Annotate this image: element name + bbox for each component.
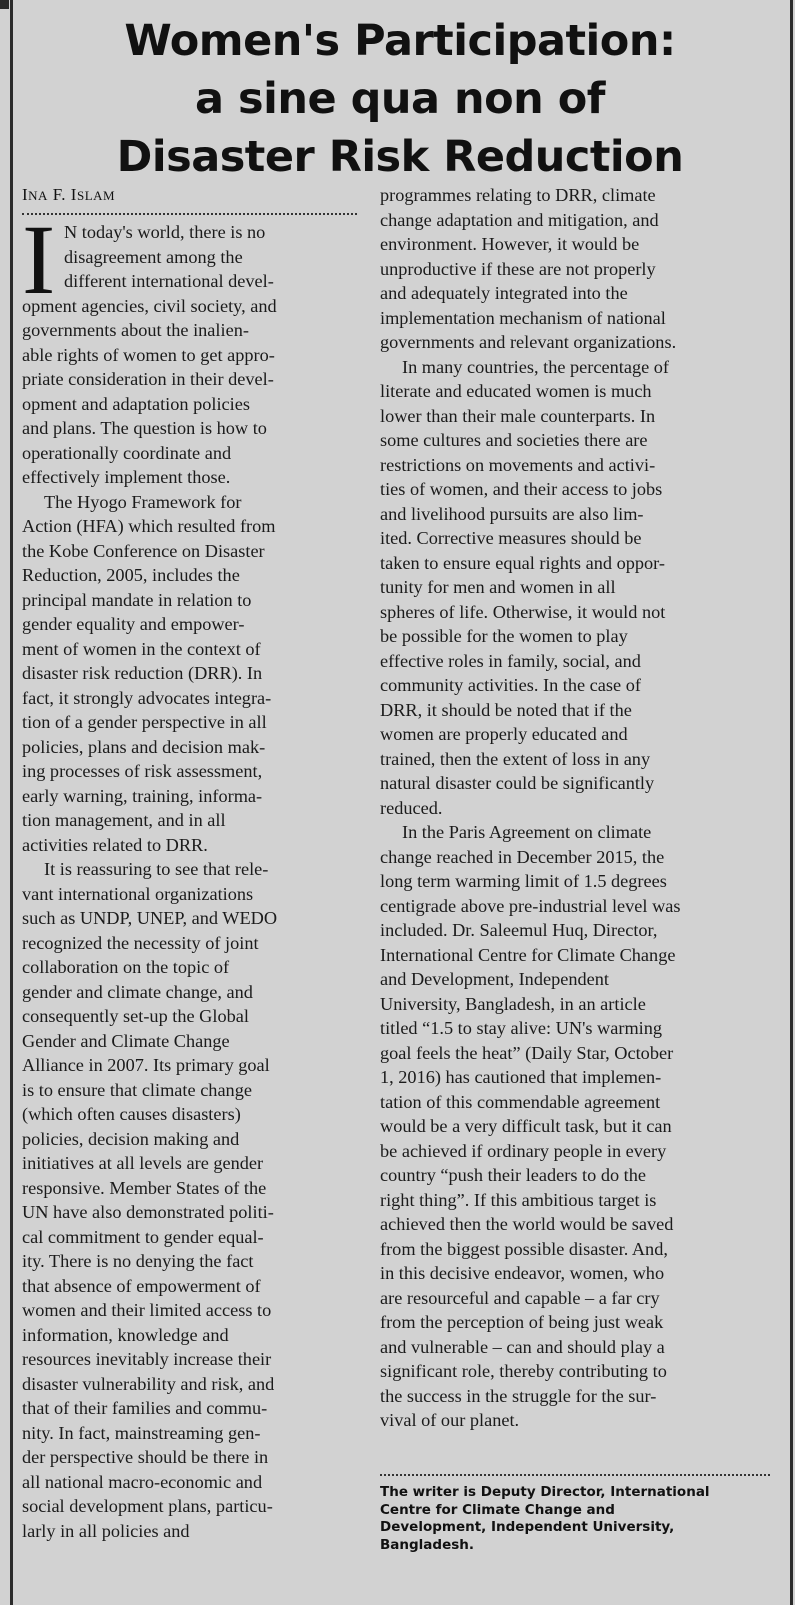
text-line: the Kobe Conference on Disaster bbox=[22, 540, 265, 561]
text-line: women are properly educated and bbox=[380, 724, 628, 744]
text-line: resources inevitably increase their bbox=[22, 1349, 272, 1369]
text-line: cal commitment to gender equal- bbox=[22, 1226, 264, 1247]
text-line: disaster risk reduction (DRR). In bbox=[22, 663, 263, 683]
text-line: consequently set-up the Global bbox=[22, 1006, 249, 1026]
text-line: be possible for the women to play bbox=[380, 626, 628, 646]
paragraph-intro bbox=[22, 204, 362, 490]
text-line: Bangladesh. bbox=[380, 1536, 475, 1553]
text-line: ity. There is no denying the fact bbox=[22, 1251, 254, 1271]
text-line: such as UNDP, UNEP, and WEDO bbox=[22, 908, 278, 928]
text-line: would be a very difficult task, but it can bbox=[380, 1116, 672, 1136]
text-line: 1, 2016) has cautioned that implemen- bbox=[380, 1067, 662, 1087]
paragraph-hyogo bbox=[22, 490, 362, 858]
text-line: able rights of women to get appro- bbox=[22, 344, 275, 365]
text-line: recognized the necessity of joint bbox=[22, 932, 259, 953]
text-line: right thing”. If this ambitious target is bbox=[380, 1189, 657, 1210]
text-line: trained, then the extent of loss in any bbox=[380, 748, 651, 769]
text-line: spheres of life. Otherwise, it would not bbox=[380, 601, 666, 622]
paragraph-programmes bbox=[380, 183, 770, 355]
text-line: opment and adaptation policies bbox=[22, 393, 250, 414]
text-line: all national macro-economic and bbox=[22, 1471, 263, 1492]
corner-mark bbox=[0, 0, 9, 9]
text-line: from the biggest possible disaster. And, bbox=[380, 1238, 668, 1259]
text-line: achieved then the world would be saved bbox=[380, 1214, 674, 1234]
text-line: tion of a gender perspective in all bbox=[22, 712, 267, 732]
text-line: opment agencies, civil society, and bbox=[22, 295, 277, 316]
text-line: literate and educated women is much bbox=[380, 381, 652, 401]
text-line: International Centre for Climate Change bbox=[380, 944, 676, 965]
text-line: lower than their male counterparts. In bbox=[380, 405, 656, 426]
text-line: operationally coordinate and bbox=[22, 442, 232, 463]
text-line: and adequately integrated into the bbox=[380, 283, 628, 303]
footnote-dotted-divider bbox=[380, 1474, 770, 1476]
text-line: significant role, thereby contributing to bbox=[380, 1361, 667, 1381]
text-line: N today's world, there is no bbox=[64, 222, 266, 242]
text-line: women and their limited access to bbox=[22, 1300, 272, 1320]
text-line: different international devel- bbox=[64, 271, 274, 291]
headline-line-2: a sine qua non of bbox=[195, 74, 605, 124]
text-line: information, knowledge and bbox=[22, 1324, 229, 1345]
text-line: restrictions on movements and activi- bbox=[380, 454, 656, 475]
text-line: vant international organizations bbox=[22, 883, 254, 904]
text-line: programmes relating to DRR, climate bbox=[380, 185, 656, 205]
text-line: some cultures and societies there are bbox=[380, 430, 648, 450]
text-line: der perspective should be there in bbox=[22, 1447, 269, 1467]
text-line: and plans. The question is how to bbox=[22, 418, 267, 438]
text-line: from the perception of being just weak bbox=[380, 1312, 664, 1332]
text-line: long term warming limit of 1.5 degrees bbox=[380, 871, 667, 891]
text-line: policies, plans and decision mak- bbox=[22, 736, 266, 757]
text-line: effective roles in family, social, and bbox=[380, 650, 641, 671]
paragraph-literacy bbox=[380, 355, 770, 821]
text-line: In the Paris Agreement on climate bbox=[402, 822, 652, 842]
text-line: initiatives at all levels are gender bbox=[22, 1153, 264, 1173]
text-line: be achieved if ordinary people in every bbox=[380, 1140, 667, 1161]
text-line: social development plans, particu- bbox=[22, 1496, 273, 1516]
left-column-rule bbox=[10, 0, 13, 1605]
text-line: activities related to DRR. bbox=[22, 834, 208, 855]
drop-cap: I bbox=[22, 204, 56, 315]
article-headline bbox=[20, 12, 780, 186]
author-footnote bbox=[380, 1484, 770, 1554]
text-line: disagreement among the bbox=[64, 246, 243, 267]
text-line: principal mandate in relation to bbox=[22, 589, 252, 610]
text-line: The writer is Deputy Director, International bbox=[380, 1484, 710, 1500]
left-column bbox=[22, 204, 362, 1543]
text-line: Alliance in 2007. Its primary goal bbox=[22, 1055, 270, 1075]
text-line: (which often causes disasters) bbox=[22, 1104, 241, 1124]
text-line: in this decisive endeavor, women, who bbox=[380, 1263, 665, 1283]
text-line: ment of women in the context of bbox=[22, 638, 261, 659]
text-line: responsive. Member States of the bbox=[22, 1177, 267, 1198]
text-line: change adaptation and mitigation, and bbox=[380, 209, 659, 230]
text-line: implementation mechanism of national bbox=[380, 307, 666, 328]
headline-line-1: Women's Participation: bbox=[124, 16, 676, 66]
text-line: are resourceful and capable – a far cry bbox=[380, 1287, 660, 1308]
byline-middle: F. bbox=[52, 185, 67, 204]
text-line: collaboration on the topic of bbox=[22, 957, 230, 977]
text-line: fact, it strongly advocates integra- bbox=[22, 687, 272, 708]
text-line: country “push their leaders to do the bbox=[380, 1165, 647, 1185]
text-line: reduced. bbox=[380, 797, 443, 818]
text-line: DRR, it should be noted that if the bbox=[380, 699, 632, 720]
right-column bbox=[380, 183, 770, 1433]
text-line: Gender and Climate Change bbox=[22, 1030, 230, 1051]
text-line: policies, decision making and bbox=[22, 1128, 240, 1149]
text-line: included. Dr. Saleemul Huq, Director, bbox=[380, 920, 658, 940]
text-line: University, Bangladesh, in an article bbox=[380, 993, 646, 1014]
text-line: UN have also demonstrated politi- bbox=[22, 1202, 274, 1222]
paragraph-paris-agreement bbox=[380, 820, 770, 1433]
text-line: tation of this commendable agreement bbox=[380, 1091, 661, 1112]
text-line: disaster vulnerability and risk, and bbox=[22, 1373, 275, 1394]
text-line: effectively implement those. bbox=[22, 467, 231, 487]
text-line: community activities. In the case of bbox=[380, 675, 641, 695]
text-line: environment. However, it would be bbox=[380, 234, 640, 254]
text-line: goal feels the heat” (Daily Star, October bbox=[380, 1042, 674, 1063]
text-line: governments and relevant organizations. bbox=[380, 332, 677, 352]
text-line: that absence of empowerment of bbox=[22, 1275, 261, 1296]
byline-last-initial: I bbox=[70, 185, 77, 204]
paragraph-reassuring bbox=[22, 857, 362, 1543]
text-line: Action (HFA) which resulted from bbox=[22, 516, 276, 536]
text-line: centigrade above pre-industrial level was bbox=[380, 895, 681, 916]
byline-first-initial: I bbox=[22, 185, 29, 204]
byline-dotted-divider bbox=[22, 213, 357, 215]
text-line: change reached in December 2015, the bbox=[380, 846, 665, 867]
text-line: ties of women, and their access to jobs bbox=[380, 479, 663, 499]
text-line: vival of our planet. bbox=[380, 1410, 520, 1430]
text-line: ing processes of risk assessment, bbox=[22, 761, 263, 781]
headline-line-3: Disaster Risk Reduction bbox=[116, 132, 684, 182]
text-line: It is reassuring to see that rele- bbox=[44, 859, 269, 879]
text-line: is to ensure that climate change bbox=[22, 1079, 252, 1100]
text-line: gender equality and empower- bbox=[22, 614, 245, 634]
byline-last-rest: SLAM bbox=[76, 188, 116, 203]
right-column-rule bbox=[790, 0, 793, 1605]
text-line: Development, Independent University, bbox=[380, 1519, 675, 1535]
text-line: larly in all policies and bbox=[22, 1520, 190, 1541]
text-line: ited. Corrective measures should be bbox=[380, 528, 642, 548]
text-line: and livelihood pursuits are also lim- bbox=[380, 503, 644, 524]
text-line: unproductive if these are not properly bbox=[380, 258, 656, 279]
text-line: the success in the struggle for the sur- bbox=[380, 1385, 657, 1406]
text-line: Reduction, 2005, includes the bbox=[22, 565, 240, 585]
author-byline bbox=[22, 185, 357, 205]
text-line: taken to ensure equal rights and oppor- bbox=[380, 552, 665, 573]
text-line: governments about the inalien- bbox=[22, 320, 249, 340]
byline-first-rest: NA bbox=[28, 188, 48, 203]
text-line: In many countries, the percentage of bbox=[402, 356, 669, 377]
text-line: nity. In fact, mainstreaming gen- bbox=[22, 1422, 261, 1443]
text-line: early warning, training, informa- bbox=[22, 785, 263, 806]
text-line: tion management, and in all bbox=[22, 810, 226, 830]
text-line: titled “1.5 to stay alive: UN's warming bbox=[380, 1018, 663, 1038]
text-line: priate consideration in their devel- bbox=[22, 369, 274, 389]
text-line: that of their families and commu- bbox=[22, 1398, 268, 1418]
text-line: and vulnerable – can and should play a bbox=[380, 1336, 665, 1357]
text-line: gender and climate change, and bbox=[22, 981, 253, 1002]
text-line: Centre for Climate Change and bbox=[380, 1501, 615, 1518]
text-line: and Development, Independent bbox=[380, 969, 609, 989]
text-line: tunity for men and women in all bbox=[380, 577, 616, 597]
text-line: natural disaster could be significantly bbox=[380, 773, 655, 793]
text-line: The Hyogo Framework for bbox=[44, 491, 242, 512]
